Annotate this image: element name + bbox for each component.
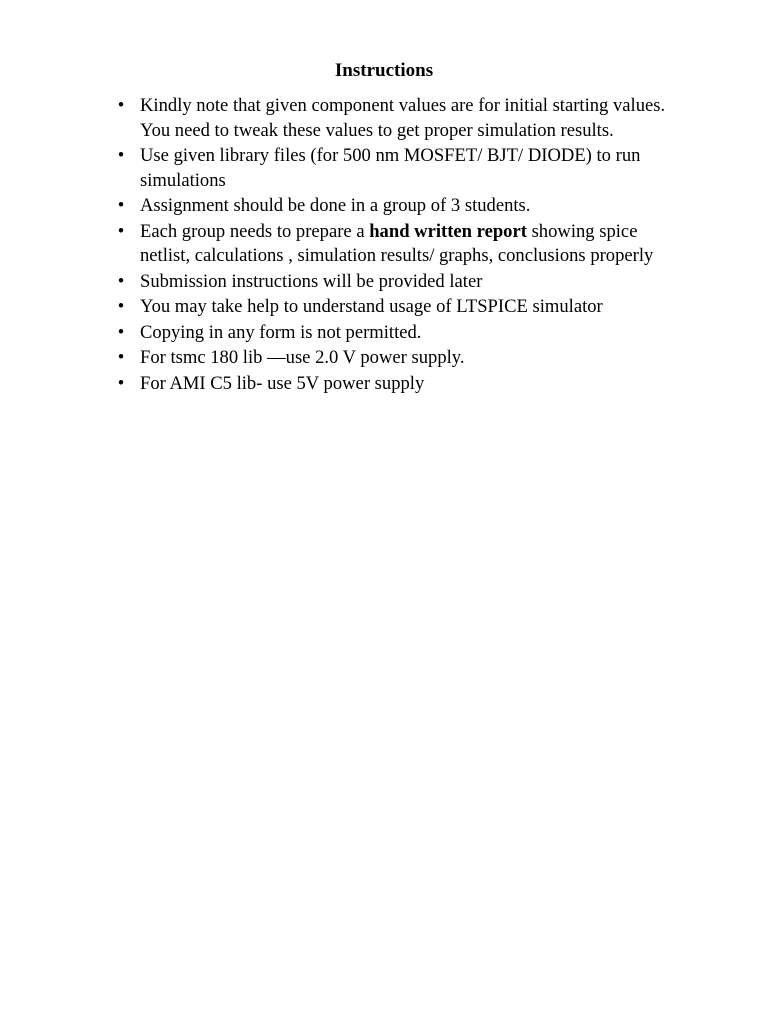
- bullet-icon: [114, 295, 128, 320]
- bullet-icon: [114, 194, 128, 219]
- list-item: [114, 144, 674, 193]
- list-item-text: Assignment should be done in a group of 3 students.: [140, 195, 531, 216]
- list-item: [114, 372, 674, 397]
- bullet-icon: [114, 220, 128, 245]
- bullet-icon: [114, 372, 128, 397]
- list-item-text: For AMI C5 lib- use 5V power supply: [140, 372, 425, 394]
- bullet-icon: [114, 144, 128, 169]
- list-item-text: Use given library files (for 500 nm MOSFET/ BJT/ DIODE) to run simulations: [140, 145, 641, 191]
- bullet-icon: [114, 270, 128, 295]
- page-title: Instructions: [334, 60, 434, 81]
- list-item-text: Submission instructions will be provided later: [140, 270, 483, 292]
- list-item: [114, 220, 674, 269]
- list-item: [114, 94, 674, 143]
- instruction-list: [114, 94, 674, 397]
- bullet-icon: [114, 346, 128, 371]
- list-item: [114, 321, 674, 346]
- list-item-text: You may take help to understand usage of LTSPICE simulator: [140, 296, 603, 317]
- list-item-text: Copying in any form is not permitted.: [140, 321, 422, 343]
- list-item-text-after: showing spice netlist, calculations , simulation results/ graphs, conclusions properly: [140, 220, 654, 266]
- list-item-text-before: Each group needs to prepare a: [140, 220, 370, 242]
- list-item: [114, 295, 674, 320]
- list-item: [114, 346, 674, 371]
- bullet-icon: [114, 94, 128, 119]
- bullet-icon: [114, 321, 128, 346]
- list-item-text: For tsmc 180 lib —use 2.0 V power supply.: [140, 347, 465, 368]
- list-item: [114, 270, 674, 295]
- list-item-bold-text: hand written report: [369, 220, 527, 242]
- list-item-text: Kindly note that given component values are for initial starting values. You need to tweak these values to get proper simulation results.: [140, 95, 666, 141]
- list-item: [114, 194, 674, 219]
